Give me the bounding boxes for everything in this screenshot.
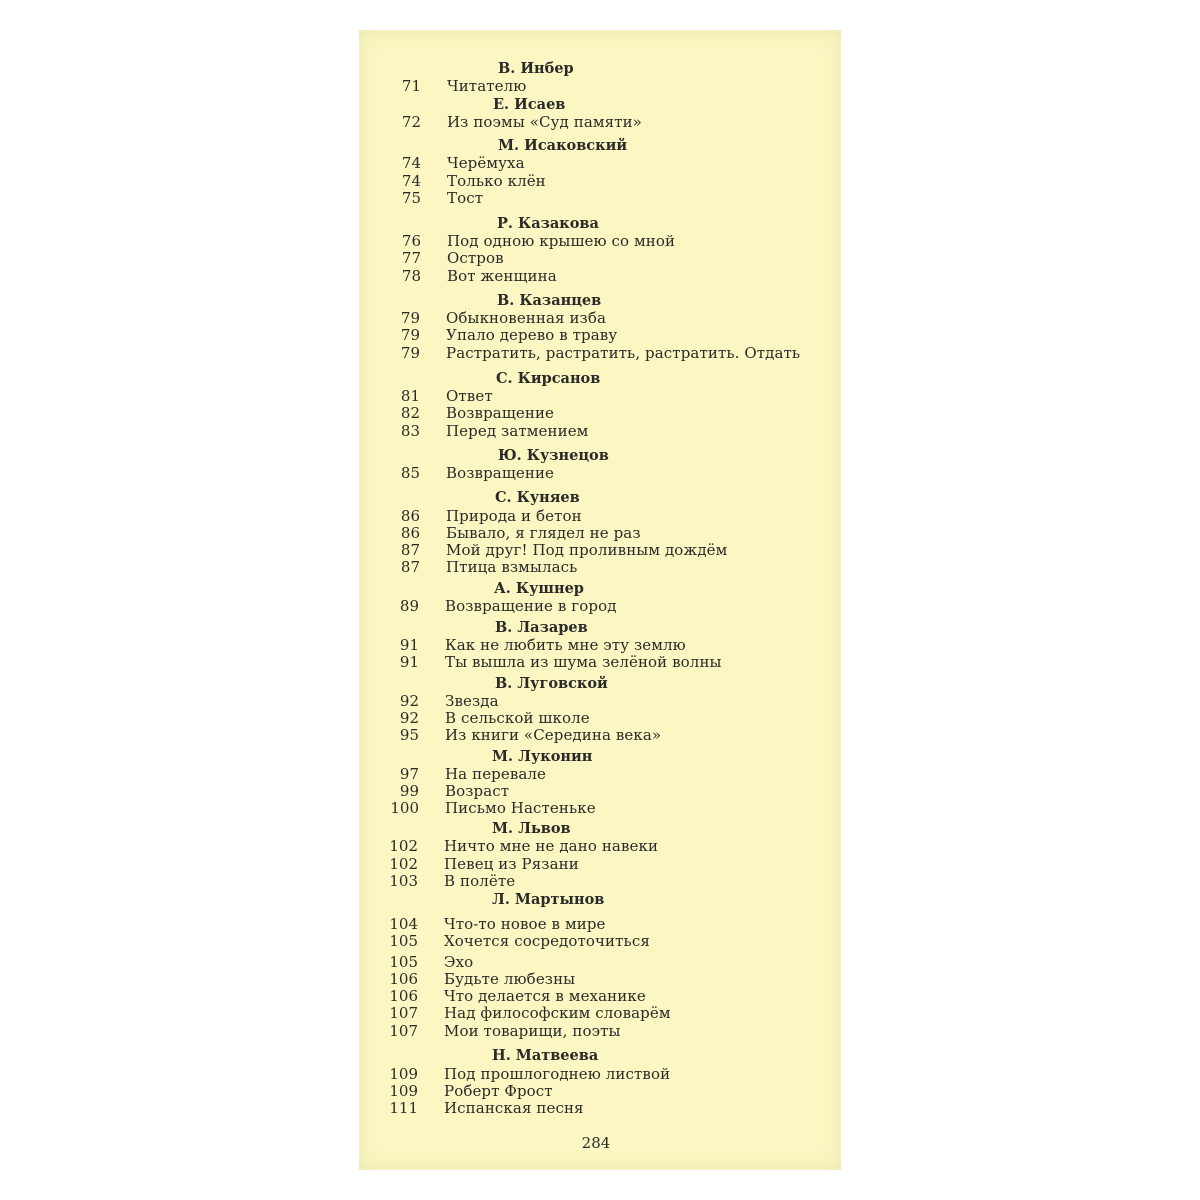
toc-entry	[359, 422, 841, 440]
entry-page-number: 109	[389, 1082, 418, 1100]
author-name: М. Исаковский	[498, 137, 628, 154]
entry-title: Черёмуха	[447, 154, 525, 172]
entry-title: Из книги «Середина века»	[445, 726, 662, 744]
author-name: Л. Мартынов	[492, 891, 605, 908]
toc-entry	[359, 558, 841, 576]
toc-entry	[359, 172, 841, 190]
toc-entry	[359, 113, 841, 131]
toc-entry	[359, 692, 841, 710]
author-name: А. Кушнер	[494, 580, 584, 597]
entry-title: Что делается в механике	[444, 987, 646, 1005]
entry-title: Птица взмылась	[446, 558, 578, 576]
toc-entry	[359, 267, 841, 285]
toc-entry	[359, 1065, 841, 1083]
entry-title: Мои товарищи, поэты	[444, 1022, 621, 1040]
author-heading	[359, 580, 841, 598]
author-heading	[359, 60, 841, 78]
author-heading	[359, 675, 841, 693]
entry-title: Растратить, растратить, растратить. Отдать	[446, 344, 801, 362]
author-name: В. Лазарев	[495, 619, 588, 636]
entry-title: Как не любить мне эту землю	[445, 636, 686, 654]
entry-page-number: 111	[389, 1099, 418, 1117]
author-name: С. Кирсанов	[496, 370, 601, 387]
entry-title: Бывало, я глядел не раз	[446, 524, 641, 542]
entry-title: Остров	[447, 249, 504, 267]
author-heading	[359, 137, 841, 155]
author-heading	[359, 489, 841, 507]
entry-title: Читателю	[447, 77, 527, 95]
author-name: В. Инбер	[498, 60, 574, 77]
entry-title: Природа и бетон	[446, 507, 582, 525]
entry-page-number: 78	[401, 267, 421, 285]
toc-entry	[359, 1004, 841, 1022]
entry-title: В сельской школе	[445, 709, 590, 727]
toc-entry	[359, 507, 841, 525]
toc-entry	[359, 932, 841, 950]
entry-title: Ты вышла из шума зелёной волны	[445, 653, 722, 671]
entry-page-number: 71	[401, 77, 421, 95]
toc-entry	[359, 987, 841, 1005]
entry-title: Обыкновенная изба	[446, 309, 607, 327]
toc-entry	[359, 782, 841, 800]
entry-title: Упало дерево в траву	[446, 326, 618, 344]
toc-entry	[359, 636, 841, 654]
entry-page-number: 77	[401, 249, 421, 267]
author-name: Р. Казакова	[497, 215, 599, 232]
toc-entry	[359, 726, 841, 744]
entry-title: Возвращение в город	[445, 597, 617, 615]
toc-entry	[359, 765, 841, 783]
entry-page-number: 76	[401, 232, 421, 250]
entry-page-number: 82	[400, 404, 420, 422]
entry-page-number: 106	[389, 987, 418, 1005]
entry-page-number: 74	[401, 172, 421, 190]
author-heading	[359, 619, 841, 637]
entry-title: Что-то новое в мире	[444, 915, 606, 933]
toc-entry	[359, 249, 841, 267]
toc-entry	[359, 855, 841, 873]
author-heading	[359, 891, 841, 909]
entry-page-number: 91	[399, 636, 419, 654]
author-name: М. Луконин	[492, 748, 593, 765]
entry-page-number: 100	[390, 799, 419, 817]
toc-entry	[359, 309, 841, 327]
author-name: В. Казанцев	[497, 292, 602, 309]
author-name: Ю. Кузнецов	[498, 447, 609, 464]
entry-page-number: 86	[400, 507, 420, 525]
entry-page-number: 87	[400, 558, 420, 576]
author-heading	[359, 1047, 841, 1065]
entry-page-number: 99	[399, 782, 419, 800]
toc-entry	[359, 344, 841, 362]
entry-page-number: 79	[400, 309, 420, 327]
toc-entry	[359, 1022, 841, 1040]
entry-title: Из поэмы «Суд памяти»	[447, 113, 642, 131]
author-name: Е. Исаев	[493, 96, 566, 113]
toc-entry	[359, 189, 841, 207]
entry-page-number: 92	[399, 709, 419, 727]
entry-title: Хочется сосредоточиться	[444, 932, 650, 950]
author-heading	[359, 292, 841, 310]
entry-page-number: 79	[400, 326, 420, 344]
entry-title: Возраст	[445, 782, 510, 800]
entry-title: Тост	[447, 189, 484, 207]
entry-title: Под прошлогоднею листвой	[444, 1065, 671, 1083]
entry-page-number: 92	[399, 692, 419, 710]
entry-page-number: 91	[399, 653, 419, 671]
toc-entry	[359, 541, 841, 559]
entry-page-number: 105	[389, 932, 418, 950]
entry-title: Ответ	[446, 387, 493, 405]
author-heading	[359, 447, 841, 465]
entry-title: Мой друг! Под проливным дождём	[446, 541, 728, 559]
toc-entry	[359, 232, 841, 250]
entry-page-number: 103	[389, 872, 418, 890]
entry-title: В полёте	[444, 872, 516, 890]
entry-title: Испанская песня	[444, 1099, 584, 1117]
entry-title: Ничто мне не дано навеки	[444, 837, 659, 855]
entry-page-number: 83	[400, 422, 420, 440]
entry-page-number: 95	[399, 726, 419, 744]
toc-entry	[359, 326, 841, 344]
entry-page-number: 86	[400, 524, 420, 542]
entry-page-number: 75	[401, 189, 421, 207]
toc-entry	[359, 915, 841, 933]
entry-page-number: 102	[389, 855, 418, 873]
author-heading	[359, 820, 841, 838]
author-name: Н. Матвеева	[492, 1047, 599, 1064]
author-name: С. Куняев	[495, 489, 580, 506]
author-heading	[359, 748, 841, 766]
toc-entry	[359, 1099, 841, 1117]
author-heading	[359, 215, 841, 233]
author-name: В. Луговской	[495, 675, 608, 692]
entry-title: Возвращение	[446, 404, 555, 422]
entry-title: Возвращение	[446, 464, 555, 482]
toc-entry	[359, 872, 841, 890]
entry-title: Роберт Фрост	[444, 1082, 553, 1100]
entry-page-number: 97	[399, 765, 419, 783]
entry-title: Звезда	[445, 692, 499, 710]
author-heading	[359, 370, 841, 388]
toc-entry	[359, 597, 841, 615]
entry-title: Певец из Рязани	[444, 855, 579, 873]
entry-page-number: 72	[401, 113, 421, 131]
entry-page-number: 79	[400, 344, 420, 362]
entry-title: Над философским словарём	[444, 1004, 671, 1022]
entry-title: Вот женщина	[447, 267, 557, 285]
toc-entry	[359, 387, 841, 405]
toc-entry	[359, 464, 841, 482]
entry-page-number: 85	[400, 464, 420, 482]
toc-entry	[359, 799, 841, 817]
entry-title: Письмо Настеньке	[445, 799, 596, 817]
toc-entry	[359, 404, 841, 422]
toc-entry	[359, 524, 841, 542]
entry-page-number: 107	[389, 1022, 418, 1040]
entry-page-number: 81	[400, 387, 420, 405]
entry-title: Перед затмением	[446, 422, 589, 440]
entry-title: Только клён	[447, 172, 546, 190]
entry-page-number: 89	[399, 597, 419, 615]
entry-page-number: 102	[389, 837, 418, 855]
entry-page-number: 74	[401, 154, 421, 172]
entry-page-number: 104	[389, 915, 418, 933]
entry-title: Под одною крышею со мной	[447, 232, 676, 250]
toc-entry	[359, 709, 841, 727]
toc-entry	[359, 77, 841, 95]
author-name: М. Львов	[492, 820, 571, 837]
author-heading	[359, 96, 841, 114]
entry-page-number: 107	[389, 1004, 418, 1022]
entry-title: На перевале	[445, 765, 547, 783]
toc-entry	[359, 837, 841, 855]
toc-entry	[359, 970, 841, 988]
entry-page-number: 106	[389, 970, 418, 988]
book-page	[359, 30, 841, 1170]
toc-entry	[359, 154, 841, 172]
entry-title: Будьте любезны	[444, 970, 576, 988]
toc-entry	[359, 1082, 841, 1100]
entry-page-number: 109	[389, 1065, 418, 1083]
entry-page-number: 105	[389, 953, 418, 971]
toc-entry	[359, 953, 841, 971]
toc-entry	[359, 653, 841, 671]
entry-page-number: 87	[400, 541, 420, 559]
entry-title: Эхо	[444, 953, 474, 971]
page-number: 284	[581, 1134, 611, 1152]
